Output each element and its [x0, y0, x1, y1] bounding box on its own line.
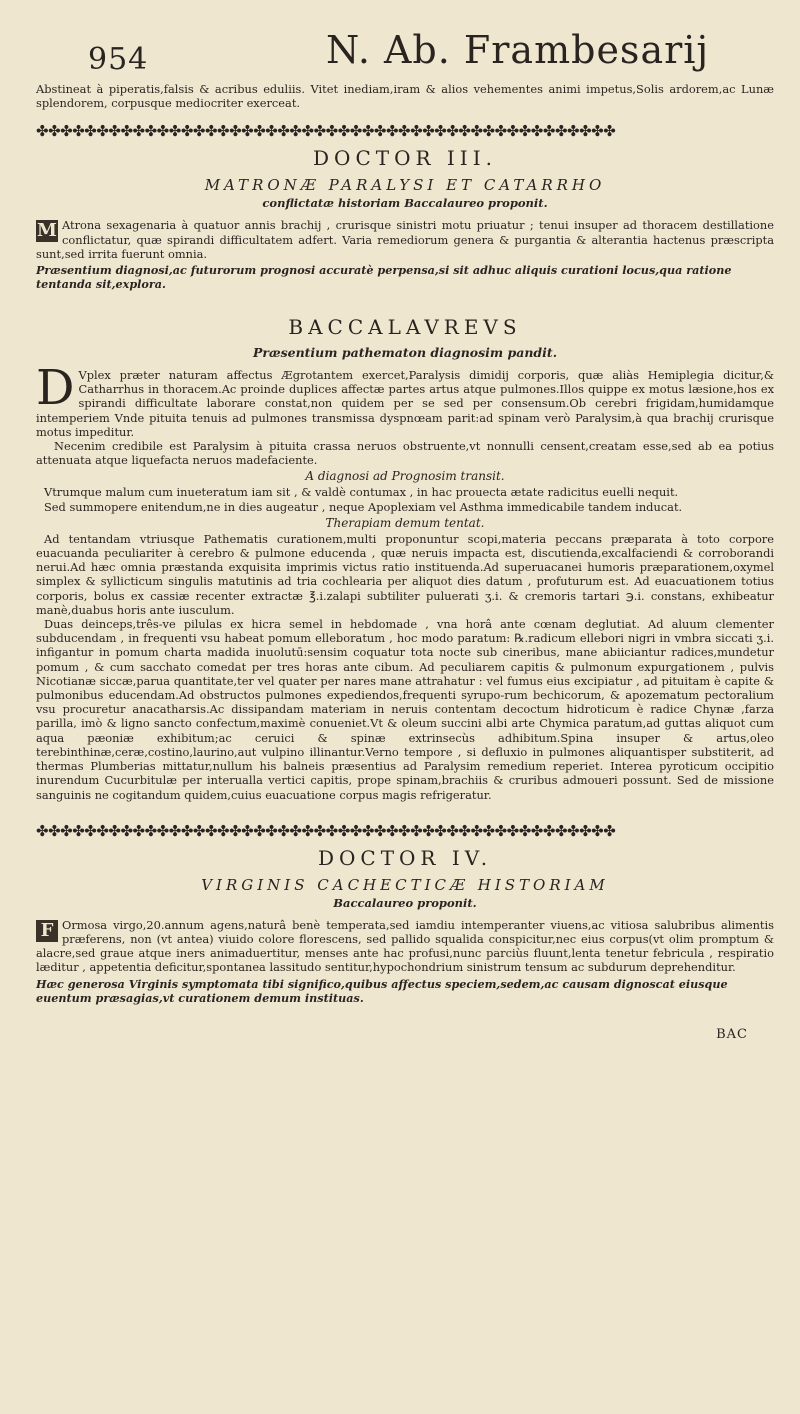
doctor-3-case — [36, 218, 774, 261]
baccalaureus-subtitle: Præsentium pathematon diagnosim pandit. — [252, 345, 558, 361]
doctor-4-subtitle: Baccalaureo proponit. — [333, 895, 477, 910]
dropcap-m: M — [37, 220, 57, 242]
baccalaureus-para-4: Sed summopere enitendum,ne in dies augeatur , neque Apoplexiam vel Asthma immedicabile tandem inducat. — [44, 499, 683, 514]
ornament-divider: ✤✤✤✤✤✤✤✤✤✤✤✤✤✤✤✤✤✤✤✤✤✤✤✤✤✤✤✤✤✤✤✤✤✤✤✤✤✤✤✤✤✤✤✤✤✤✤✤ — [36, 122, 616, 141]
doctor-4-title: VIRGINIS CACHECTICÆ HISTORIAM — [201, 875, 609, 894]
doctor-4-heading: DOCTOR IV. — [317, 845, 493, 870]
therapy-heading: Therapiam demum tentat. — [325, 515, 485, 530]
doctor-3-title: MATRONÆ PARALYSI ET CATARRHO — [204, 176, 606, 195]
baccalaureus-heading: BACCALAVREVS — [288, 315, 522, 340]
intro-text: Abstineat à piperatis,falsis & acribus eduliis. Vitet inediam,iram & alios vehementes animi impetus,Solis ardorem,ac Lunæ splendorem, corpusque mediocriter exerceat. — [36, 82, 774, 111]
doctor-3-subtitle: conflictatæ historiam Baccalaureo proponit. — [262, 196, 548, 211]
catchword: BAC — [716, 1027, 748, 1042]
baccalaureus-para-1-text: Vplex præter naturam affectus Ægrotantem exercet,Paralysis dimidij corporis, quæ aliàs Hemiplegia dicitur,& Catharrhus in thoracem.Ac proinde duplices affectæ partes artus atque pulmones.Illos quippe ex motus læsione,hos ex spirandi difficultate laborare constat,non quidem per se sed per consensum.Ob cerebri frigidam,humidamque intemperiem Vnde pituita tenuis ad pulmones transmissa dyspnœam parit:ad spinam verò Paralysim,à qua brachij crurisque motus impeditur. — [36, 368, 774, 439]
running-head: N. Ab. Frambesarij — [326, 28, 710, 72]
doctor-4-text: Ormosa virgo,20.annum agens,naturâ benè temperata,sed iamdiu intemperanter viuens,ac vitiosa salubribus alimentis præferens, non (vt antea) viuido colore florescens, sed pallido squalida conspicitur,nec eius corpus(vt olim promptum & alacre,sed graue atque iners animaduertitur, menses ante hac profusi,nunc parciùs fluunt,lenta tenetur febricula , respiratio læditur , appetentia deficitur,spontanea lassitudo sentitur,hypochondrium sinistrum tensum ac subdurum deprehenditur. — [36, 917, 774, 975]
ornament-divider-2: ✤✤✤✤✤✤✤✤✤✤✤✤✤✤✤✤✤✤✤✤✤✤✤✤✤✤✤✤✤✤✤✤✤✤✤✤✤✤✤✤✤✤✤✤✤✤✤✤ — [36, 821, 616, 840]
dropcap-d: D — [36, 360, 75, 417]
page-number: 954 — [88, 42, 149, 77]
baccalaureus-para-6: Duas deinceps,três-ve pilulas ex hicra semel in hebdomade , vna horâ ante cœnam deglutiat. Ad aluum clementer subducendam , in frequenti vsu habeat pomum elleboratum , hoc modo paratum: ℞.radicum ellebori nigri in vmbra siccati ʒ.i. infigantur in pomum charta madida inuolutū:sensim coquatur tota nocte sub cineribus, mane abiiciantur radices,mundetur pomum , & cum sacchato comedat per tres horas ante cibum. Ad peculiarem capitis & pulmonum expurgationem , pulvis Nicotianæ siccæ,parua quantitate,ter vel quater per nares mane attrahatur : vel fumus eius excipiatur , ad pituitam è capite & pulmonibus educendam.Ad obstructos pulmones expediendos,frequenti syrupo-rum bechicorum, & apozematum pectoralium vsu procuretur anacatharsis.Ac dissipandam materiam in neruis contentam decoctum hidroticum è radice Chynæ ,farza parilla, imò & ligno sancto confectum,maximè conueniet.Vt & oleum succini albi arte Chymica paratum,ad guttas aliquot cum aqua pæoniæ exhibitum;ac ceruici & spinæ extrinsecùs adhibitum.Spina insuper & artus,oleo terebinthinæ,ceræ,costino,laurino,aut vulpino illinantur.Verno tempore , si defluxio in pulmones aliquantisper substiterit, ad thermas Plumberias mittatur,nullum his balneis præsentius ad Paralysim remedium reperiet. Interea pyroticum occipitio inurendum Cucurbitulæ per interualla vertici capitis, prope spinam,brachiis & cruribus admoueri possunt. Sed de missione sanguinis ne cogitandum quidem,cuius euacuatione corpus magis refrigeratur. — [36, 617, 774, 802]
dropcap-f: F — [36, 920, 58, 942]
doctor-3-text: Atrona sexagenaria à quatuor annis brachij , crurisque sinistri motu priuatur ; tenui insuper ad thoracem destillatione conflictatur, quæ spirandi difficultatem adfert. Varia remediorum genera & purgantia & alterantia hactenus præscripta sunt,sed irrita fuerunt omnia. — [36, 218, 774, 261]
baccalaureus-para-1 — [36, 360, 774, 439]
baccalaureus-para-2: Necenim credibile est Paralysim à pituita crassa neruos obstruente,vt nonnulli censent,creatam esse,sed ab ea potius attenuata atque liquefacta neruos madefaciente. — [36, 439, 774, 468]
doctor-3-heading: DOCTOR III. — [313, 146, 497, 171]
baccalaureus-para-3: Vtrumque malum cum inueteratum iam sit , & valdè contumax , in hac prouecta ætate radicitus euelli nequit. — [44, 485, 679, 500]
page-header — [36, 0, 774, 82]
doctor-4-case — [36, 918, 774, 975]
doctor-4-question: Hæc generosa Virginis symptomata tibi significo,quibus affectus speciem,sedem,ac causam dignoscat eiusque euentum præsagias,vt curationem demum instituas. — [36, 976, 728, 1005]
doctor-3-question: Præsentium diagnosi,ac futurorum prognosi accuratè perpensa,si sit adhuc aliquis curationi locus,qua ratione tentanda sit,explora. — [36, 263, 732, 292]
baccalaureus-para-5: Ad tentandam vtriusque Pathematis curationem,multi proponuntur scopi,materia peccans præparata à toto corpore euacuanda peculiariter à cerebro & pulmone educenda , quæ neruis impacta est, discutienda,excalfaciendi & corroborandi nerui.Ad hæc omnia præstanda exquisita imprimis victus ratio instituenda.Ad superuacanei humoris præparationem,oxymel simplex & syllicticum singulis matutinis ad tria cochlearia per aliquot dies datum , profuturum est. Ad euacuationem totius corporis, bolus ex cassiæ recenter extractæ ℥.i.zalapi subtiliter puluerati ʒ.i. & cremoris tartari ℈.i. constans, exhibeatur manè,duabus horis ante iusculum. — [36, 531, 774, 617]
prognosis-heading: A diagnosi ad Prognosim transit. — [305, 469, 505, 484]
